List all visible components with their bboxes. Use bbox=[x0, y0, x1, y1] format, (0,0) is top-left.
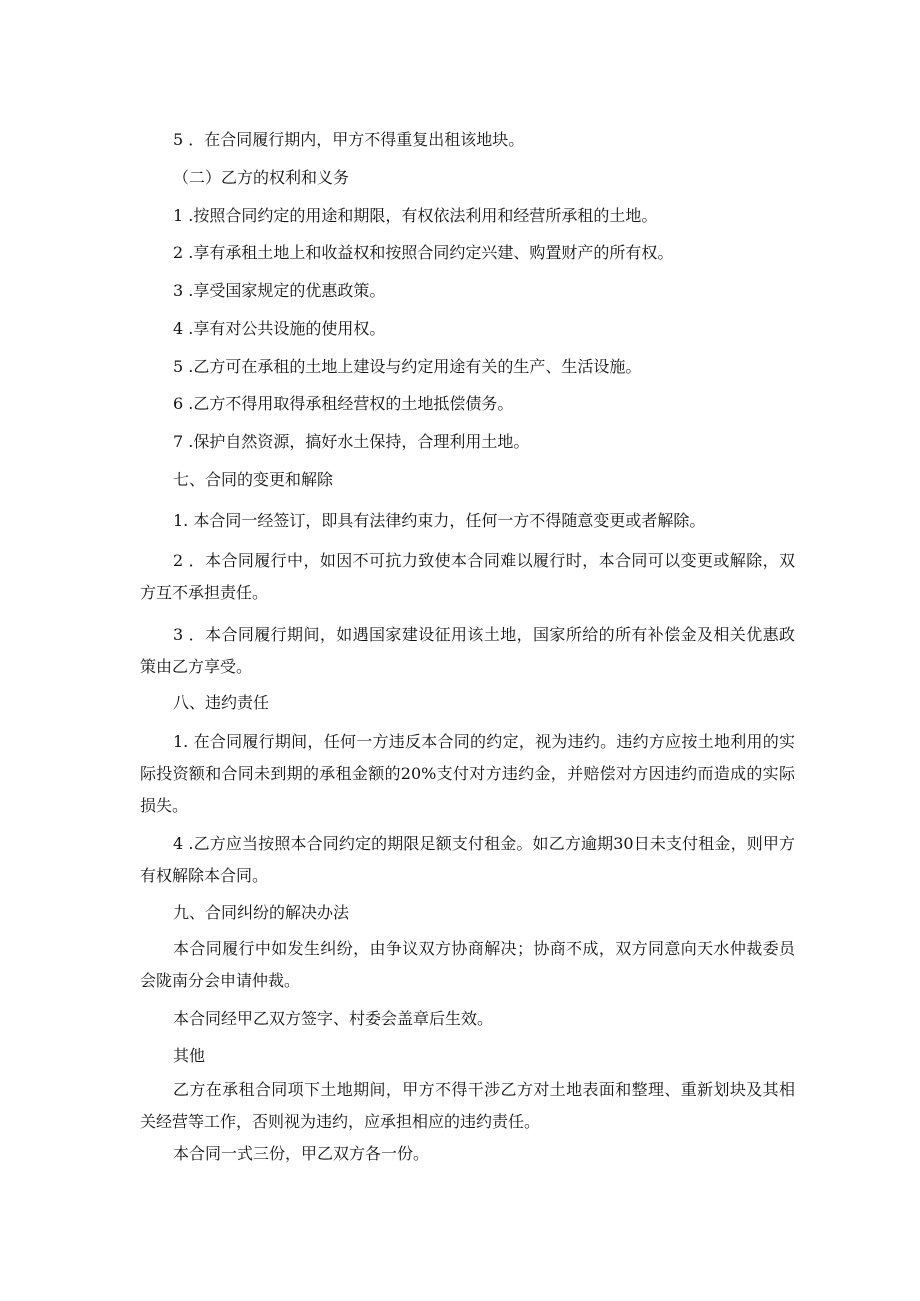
paragraph-e1: 本合同履行中如发生纠纷，由争议双方协商解决；协商不成，双方同意向天水仲裁委员会陇南分会申请仲裁。 bbox=[140, 939, 795, 990]
paragraph-b5: 5 .乙方可在承租的土地上建设与约定用途有关的生产、生活设施。 bbox=[173, 357, 642, 376]
paragraph-copies: 本合同一式三份，甲乙双方各一份。 bbox=[173, 1144, 430, 1163]
paragraph-b4: 4 .享有对公共设施的使用权。 bbox=[173, 319, 386, 338]
paragraph-b7: 7 .保护自然资源，搞好水土保持，合理利用土地。 bbox=[173, 432, 530, 451]
paragraph-c1: 1. 本合同一经签订，即具有法律约束力，任何一方不得随意变更或者解除。 bbox=[173, 511, 706, 530]
paragraph-f1: 乙方在承租合同项下土地期间，甲方不得干涉乙方对土地表面和整理、重新划块及其相关经营等工作，否则视为违约，应承担相应的违约责任。 bbox=[140, 1080, 795, 1131]
section-heading-other: 其他 bbox=[173, 1046, 206, 1065]
section-heading-eight: 八、违约责任 bbox=[173, 693, 270, 712]
paragraph-d1: 1. 在合同履行期间，任何一方违反本合同的约定，视为违约。违约方应按土地利用的实际投资额和合同未到期的承租金额的20%支付对方违约金，并赔偿对方因违约而造成的实际损失。 bbox=[140, 732, 795, 815]
paragraph-d4: 4 .乙方应当按照本合同约定的期限足额支付租金。如乙方逾期30日未支付租金，则甲方有权解除本合同。 bbox=[140, 834, 795, 885]
section-heading-party-b-rights: （二）乙方的权利和义务 bbox=[173, 168, 350, 187]
paragraph-b6: 6 .乙方不得用取得承租经营权的土地抵偿债务。 bbox=[173, 394, 514, 413]
section-heading-seven: 七、合同的变更和解除 bbox=[173, 470, 334, 489]
section-heading-nine: 九、合同纠纷的解决办法 bbox=[173, 903, 350, 922]
paragraph-b2: 2 .享有承租土地上和收益权和按照合同约定兴建、购置财产的所有权。 bbox=[173, 243, 674, 262]
paragraph-effect: 本合同经甲乙双方签字、村委会盖章后生效。 bbox=[173, 1009, 494, 1028]
paragraph-c3: 3 ．本合同履行期间，如遇国家建设征用该土地，国家所给的所有补偿金及相关优惠政策由乙方享受。 bbox=[140, 625, 795, 676]
paragraph-b1: 1 .按照合同约定的用途和期限，有权依法利用和经营所承租的土地。 bbox=[173, 206, 658, 225]
paragraph-c2: 2 ．本合同履行中，如因不可抗力致使本合同难以履行时，本合同可以变更或解除，双方互不承担责任。 bbox=[140, 551, 795, 602]
paragraph-a5: 5 ．在合同履行期内，甲方不得重复出租该地块。 bbox=[173, 130, 525, 149]
paragraph-b3: 3 .享受国家规定的优惠政策。 bbox=[173, 281, 386, 300]
